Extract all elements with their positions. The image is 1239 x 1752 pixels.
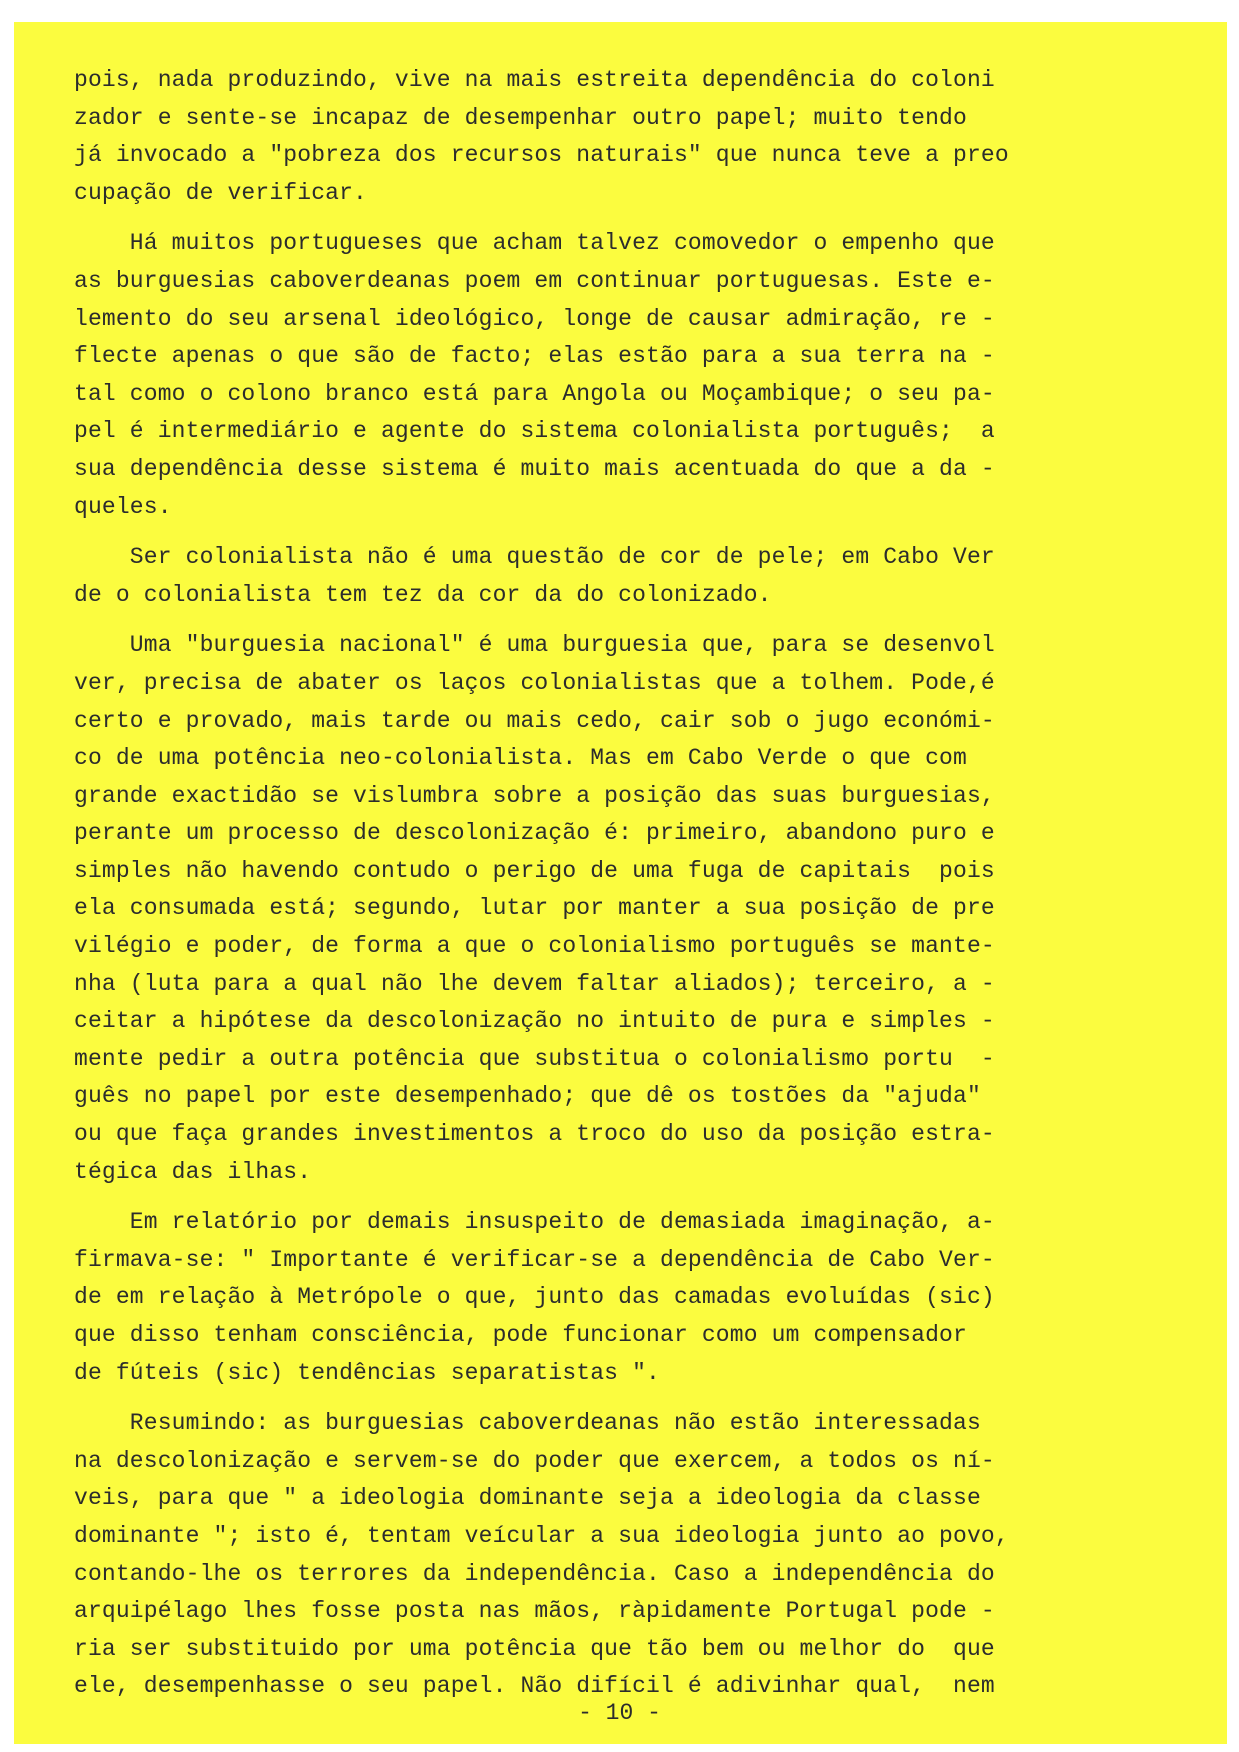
text-line: Resumindo: as burguesias caboverdeanas não estão interessadas bbox=[74, 1410, 981, 1437]
text-line: ela consumada está; segundo, lutar por manter a sua posição de pre bbox=[74, 895, 995, 922]
text-line: de o colonialista tem tez da cor da do colonizado. bbox=[74, 581, 772, 608]
text-line: na descolonização e servem-se do poder que exercem, a todos os ní- bbox=[74, 1447, 995, 1474]
text-line: simples não havendo contudo o perigo de uma fuga de capitais pois bbox=[74, 857, 995, 884]
text-line: tégica das ilhas. bbox=[74, 1158, 312, 1185]
text-line: Uma "burguesia nacional" é uma burguesia que, para se desenvol bbox=[74, 632, 995, 659]
page-number: - 10 - bbox=[578, 1700, 661, 1726]
document-page bbox=[14, 22, 1227, 1744]
text-line: lemento do seu arsenal ideológico, longe de causar admiração, re - bbox=[74, 305, 995, 332]
text-line: as burguesias caboverdeanas poem em continuar portuguesas. Este e- bbox=[74, 267, 995, 294]
paragraph-2 bbox=[74, 225, 1124, 526]
paragraph-6 bbox=[74, 1405, 1124, 1706]
text-line: Em relatório por demais insuspeito de demasiada imaginação, a- bbox=[74, 1209, 995, 1236]
text-line: flecte apenas o que são de facto; elas estão para a sua terra na - bbox=[74, 343, 995, 370]
paragraph-5 bbox=[74, 1204, 1124, 1392]
text-line: que disso tenham consciência, pode funcionar como um compensador bbox=[74, 1322, 967, 1348]
paragraph-1 bbox=[74, 62, 1124, 212]
text-line: pel é intermediário e agente do sistema colonialista português; a bbox=[74, 418, 995, 445]
text-line: vilégio e poder, de forma a que o colonialismo português se mante- bbox=[74, 933, 995, 960]
text-line: de fúteis (sic) tendências separatistas ". bbox=[74, 1359, 660, 1386]
text-line: pois, nada produzindo, vive na mais estreita dependência do coloni bbox=[74, 67, 995, 93]
text-line: zador e sente-se incapaz de desempenhar outro papel; muito tendo bbox=[74, 104, 967, 131]
text-line: guês no papel por este desempenhado; que dê os tostões da "ajuda" bbox=[74, 1083, 981, 1110]
text-line: dominante "; isto é, tentam veícular a sua ideologia junto ao povo, bbox=[74, 1522, 1009, 1549]
text-line: veis, para que " a ideologia dominante seja a ideologia da classe bbox=[74, 1485, 981, 1512]
text-line: ou que faça grandes investimentos a troco do uso da posição estra- bbox=[74, 1121, 995, 1148]
text-line: ria ser substituido por uma potência que tão bem ou melhor do que bbox=[74, 1635, 995, 1662]
text-line: ceitar a hipótese da descolonização no intuito de pura e simples - bbox=[74, 1008, 995, 1035]
text-line: nha (luta para a qual não lhe devem faltar aliados); terceiro, a - bbox=[74, 970, 995, 997]
text-line: tal como o colono branco está para Angola ou Moçambique; o seu pa- bbox=[74, 380, 995, 407]
text-line: firmava-se: " Importante é verificar-se a dependência de Cabo Ver- bbox=[74, 1246, 995, 1273]
text-line: contando-lhe os terrores da independência. Caso a independência do bbox=[74, 1560, 995, 1587]
text-line: co de uma potência neo-colonialista. Mas em Cabo Verde o que com bbox=[74, 745, 967, 772]
text-line: mente pedir a outra potência que substitua o colonialismo portu - bbox=[74, 1045, 995, 1072]
text-line: já invocado a "pobreza dos recursos naturais" que nunca teve a preo bbox=[74, 142, 1009, 169]
text-line: grande exactidão se vislumbra sobre a posição das suas burguesias, bbox=[74, 782, 995, 809]
text-line: Ser colonialista não é uma questão de cor de pele; em Cabo Ver bbox=[74, 544, 995, 571]
text-line: arquipélago lhes fosse posta nas mãos, ràpidamente Portugal pode - bbox=[74, 1598, 995, 1625]
text-line: certo e provado, mais tarde ou mais cedo, cair sob o jugo económi- bbox=[74, 707, 995, 734]
text-line: queles. bbox=[74, 493, 172, 520]
text-line: Há muitos portugueses que acham talvez comovedor o empenho que bbox=[74, 230, 995, 257]
text-line: ver, precisa de abater os laços colonialistas que a tolhem. Pode,é bbox=[74, 669, 995, 696]
text-line: cupação de verificar. bbox=[74, 179, 367, 206]
paragraph-4 bbox=[74, 627, 1124, 1191]
paragraph-3 bbox=[74, 539, 1124, 614]
text-line: de em relação à Metrópole o que, junto das camadas evoluídas (sic) bbox=[74, 1284, 995, 1311]
document-body bbox=[74, 62, 1124, 1706]
text-line: perante um processo de descolonização é: primeiro, abandono puro e bbox=[74, 820, 995, 847]
text-line: ele, desempenhasse o seu papel. Não difícil é adivinhar qual, nem bbox=[74, 1673, 995, 1700]
text-line: sua dependência desse sistema é muito mais acentuada do que a da - bbox=[74, 455, 995, 482]
